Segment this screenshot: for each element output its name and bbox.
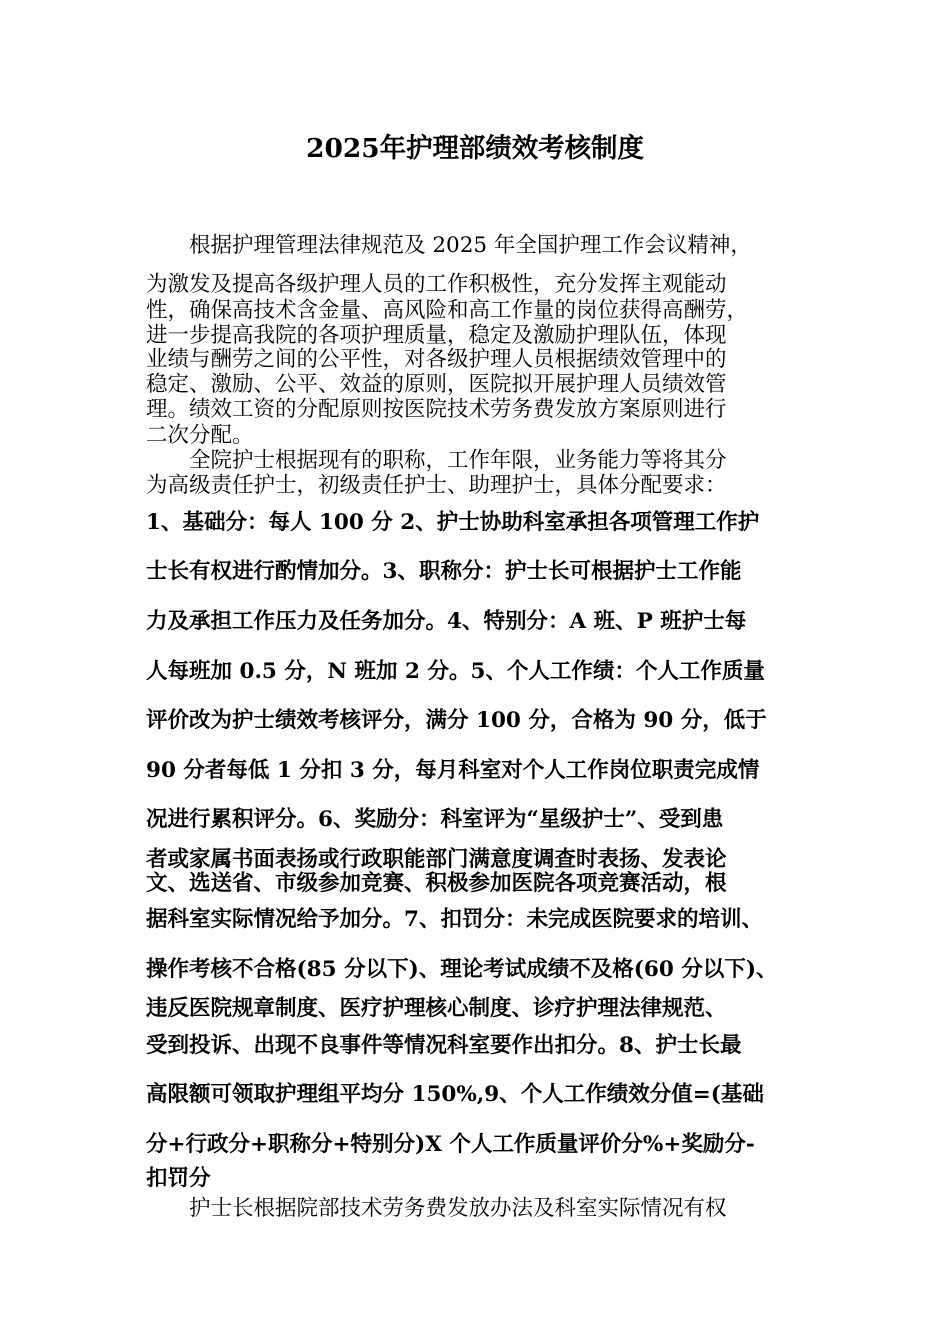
paragraph-line: 理。绩效工资的分配原则按医院技术劳务费发放方案原则进行	[146, 397, 727, 422]
paragraph-line: 据科室实际情况给予加分。7、扣罚分：未完成医院要求的培训、	[146, 907, 763, 932]
paragraph-line: 扣罚分	[146, 1166, 211, 1191]
paragraph-line: 进一步提高我院的各项护理质量，稳定及激励护理队伍，体现	[146, 323, 727, 348]
paragraph-line: 者或家属书面表扬或行政职能部门满意度调查时表扬、发表论	[146, 847, 727, 872]
paragraph-line: 高限额可领取护理组平均分 150%,9、个人工作绩效分值=(基础	[146, 1082, 764, 1107]
paragraph-line: 操作考核不合格(85 分以下)、理论考试成绩不及格(60 分以下)、	[146, 957, 778, 982]
paragraph-line: 全院护士根据现有的职称，工作年限，业务能力等将其分	[146, 448, 727, 473]
paragraph-line: 业绩与酬劳之间的公平性，对各级护理人员根据绩效管理中的	[146, 347, 727, 372]
paragraph-line: 力及承担工作压力及任务加分。4、特别分：A 班、P 班护士每	[146, 609, 747, 634]
paragraph-line: 违反医院规章制度、医疗护理核心制度、诊疗护理法律规范、	[146, 996, 727, 1021]
paragraph-line: 文、选送省、市级参加竞赛、积极参加医院各项竞赛活动，根	[146, 871, 727, 896]
paragraph-line: 90 分者每低 1 分扣 3 分，每月科室对个人工作岗位职责完成情	[146, 758, 760, 783]
paragraph-line: 1、基础分：每人 100 分 2、护士协助科室承担各项管理工作护	[146, 510, 760, 535]
paragraph-line: 评价改为护士绩效考核评分，满分 100 分，合格为 90 分，低于	[146, 708, 767, 733]
paragraph-line: 况进行累积评分。6、奖励分：科室评为“星级护士”、受到患	[146, 807, 724, 832]
paragraph-line: 受到投诉、出现不良事件等情况科室要作出扣分。8、护士长最	[146, 1033, 742, 1058]
paragraph-line: 人每班加 0.5 分，N 班加 2 分。5、个人工作绩：个人工作质量	[146, 659, 765, 684]
paragraph-line: 稳定、激励、公平、效益的原则，医院拟开展护理人员绩效管	[146, 372, 727, 397]
paragraph-line: 为激发及提高各级护理人员的工作积极性，充分发挥主观能动	[146, 272, 727, 297]
paragraph-line: 士长有权进行酌情加分。3、职称分：护士长可根据护士工作能	[146, 559, 742, 584]
paragraph-line: 根据护理管理法律规范及 2025 年全国护理工作会议精神，	[146, 233, 752, 258]
paragraph-line: 分+行政分+职称分+特别分)X 个人工作质量评价分%+奖励分-	[146, 1132, 755, 1157]
paragraph-line: 为高级责任护士，初级责任护士、助理护士，具体分配要求：	[146, 473, 727, 498]
paragraph-line: 护士长根据院部技术劳务费发放办法及科室实际情况有权	[146, 1196, 727, 1221]
page-title: 2025年护理部绩效考核制度	[306, 133, 644, 164]
paragraph-line: 二次分配。	[146, 423, 254, 448]
paragraph-line: 性，确保高技术含金量、高风险和高工作量的岗位获得高酬劳，	[146, 298, 749, 323]
